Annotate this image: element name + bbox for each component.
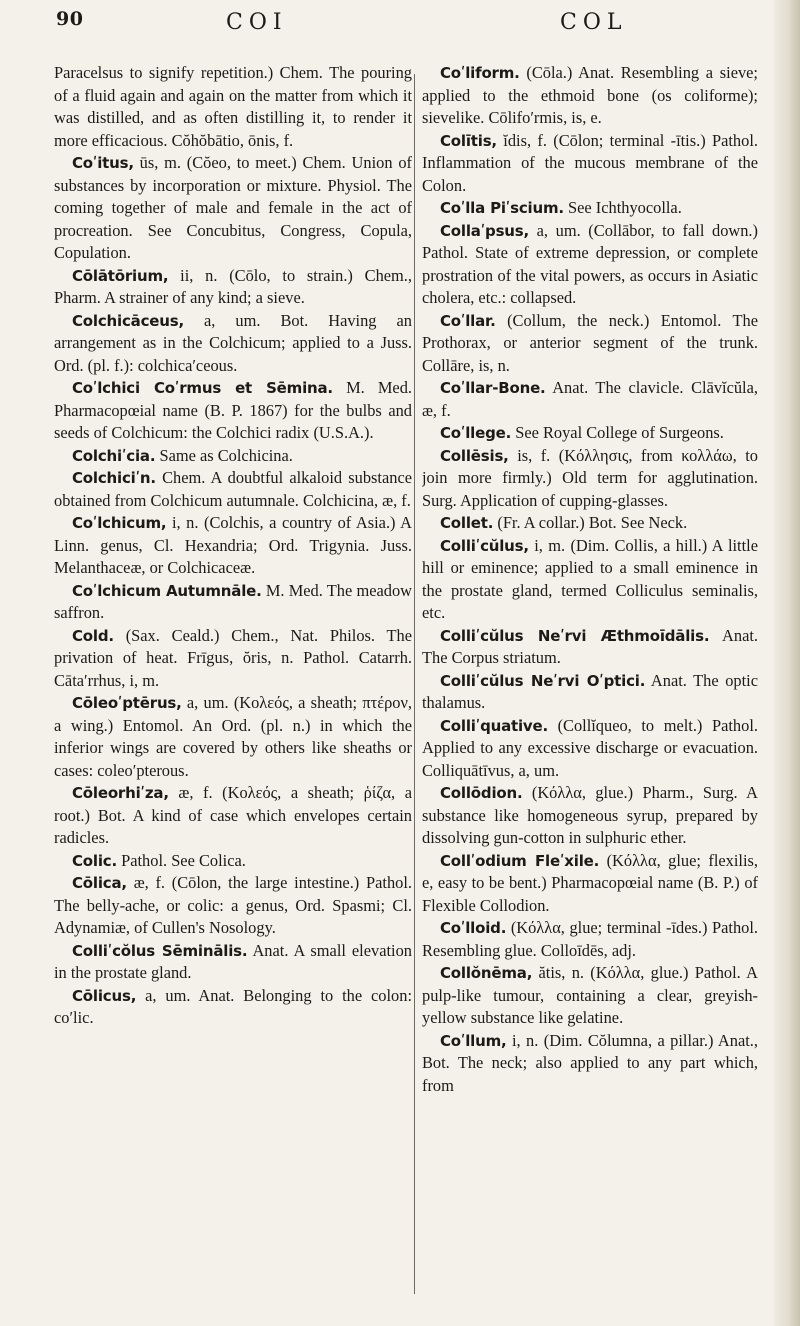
entry-headword: Collēsis, [440,446,509,465]
dictionary-entry [422,1030,758,1098]
entry-definition: M. Med. The meadow saffron. [54,580,412,622]
entry-headword: Coʹllar-Bone. [440,379,546,397]
entry-headword: Cōlātōrium, [72,266,169,285]
entry-definition: Paracelsus to signify repetition.) Chem. The pouring of a fluid again and again on the matter from which it was distilled, and as often distilling it, to render it more efficacious. Cŏhŏbātio, ōnis, f. [54,63,412,150]
entry-definition: M. Med. Pharmacopœial name (B. P. 1867) for the bulbs and seeds of Colchicum: the Colchici radix (U.S.A.). [54,378,412,442]
entry-headword: Collōdion. [440,784,523,802]
entry-definition: Pathol. See Colica. [121,850,246,870]
dictionary-entry [422,422,758,445]
entry-headword: Collʹodium Fleʹxile. [440,851,600,870]
entry-headword: Colic. [72,851,117,870]
entry-definition: æ, f. (Κολεός, a sheath; ῥίζα, a root.) Bot. A kind of case which envelopes certain radicles. [54,783,412,847]
dictionary-entry [422,445,758,513]
dictionary-entry [54,985,412,1030]
entry-headword: Colliʹquative. [440,716,548,735]
entry-definition: ĭdis, f. (Cōlon; terminal -ītis.) Pathol. Inflammation of the mucous membrane of the Colon. [422,130,758,195]
dictionary-entry [422,130,758,198]
entry-definition: See Royal College of Surgeons. [515,423,724,442]
entry-headword: Coʹitus, [72,154,134,172]
dictionary-entry [54,445,412,468]
dictionary-entry [422,62,758,130]
entry-headword: Cōlica, [72,874,127,892]
dictionary-entry [54,940,412,985]
entry-definition: a, um. (Collābor, to fall down.) Pathol. State of extreme depression, or complete prostration of the vital powers, as occurs in Asiatic cholera, etc.: collapsed. [422,220,758,307]
dictionary-entry [54,872,412,940]
entry-headword: Colchiʹcia. [72,446,156,465]
dictionary-entry [54,377,412,445]
entry-definition: Anat. A small elevation in the prostate gland. [54,940,412,982]
entry-definition: i, n. (Colchis, a country of Asia.) A Linn. genus, Cl. Hexandria; Ord. Trigynia. Juss. Melanthaceæ, or Colchicaceæ. [54,513,412,577]
entry-definition: (Fr. A collar.) Bot. See Neck. [497,513,688,532]
entry-headword: Coʹllar. [440,311,496,330]
entry-headword: Colchicāceus, [72,311,184,330]
entry-definition: (Sax. Ceald.) Chem., Nat. Philos. The privation of heat. Frīgus, ŏris, n. Pathol. Catarrh. Cātaʹrrhus, i, m. [54,625,412,690]
dictionary-entry [422,220,758,310]
entry-definition: (Collum, the neck.) Entomol. The Prothorax, or anterior segment of the trunk. Collāre, is, n. [422,310,758,375]
dictionary-entry [422,377,758,422]
entry-headword: Coʹlla Piʹscium. [440,199,564,217]
entry-definition: æ, f. (Cōlon, the large intestine.) Pathol. The belly-ache, or colic: a genus, Ord. Spasmi; Cl. Adynamiæ, of Cullen's Nosology. [54,873,412,937]
entry-headword: Collet. [440,514,494,532]
entry-headword: Coʹlloid. [440,919,507,937]
entry-headword: Coʹliform. [440,64,520,82]
running-header [0,8,800,48]
entry-definition: a, um. (Κολεός, a sheath; πτέρον, a wing.) Entomol. An Ord. (pl. n.) in which the inferior wings are covered by others like sheaths or cases: coleoʹpterous. [54,693,412,780]
dictionary-entry [422,625,758,670]
dictionary-entry [54,310,412,378]
entry-headword: Coʹlchicum, [72,514,167,532]
entry-definition: Chem. A doubtful alkaloid substance obtained from Colchicum autumnale. Colchicina, æ, f. [54,468,412,510]
guide-word-right: COL [560,10,628,35]
dictionary-entry [422,197,758,220]
entry-definition: i, m. (Dim. Collis, a hill.) A little hill or eminence; applied to a small eminence in the prostate gland, termed Colliculus seminalis, etc. [422,535,758,622]
entry-headword: Collŏnēma, [440,964,533,982]
dictionary-entry [54,62,412,152]
entry-definition: i, n. (Dim. Cŏlumna, a pillar.) Anat., Bot. The neck; also applied to any part which, from [422,1030,758,1095]
dictionary-entry [54,625,412,693]
entry-headword: Coʹlchicum Autumnāle. [72,581,262,600]
entry-definition: (Κόλλα, glue.) Pharm., Surg. A substance like homogeneous syrup, prepared by dissolving gun-cotton in sulphuric ether. [422,783,758,847]
dictionary-entry [422,535,758,625]
dictionary-entry [422,310,758,378]
dictionary-entry [422,962,758,1030]
entry-headword: Colchiciʹn. [72,469,156,487]
dictionary-entry [422,512,758,535]
entry-definition: is, f. (Κόλλησις, from κολλάω, to join more firmly.) Old term for agglutination. Surg. Application of cupping-glasses. [422,445,758,510]
entry-definition: ătis, n. (Κόλλα, glue.) Pathol. A pulp-like tumour, containing a clear, greyish-yellow substance like gelatine. [422,963,758,1027]
entry-headword: Cōlicus, [72,986,137,1005]
entry-definition: (Κόλλα, glue; flexilis, e, easy to be bent.) Pharmacopœial name (B. P.) of Flexible Collodion. [422,850,758,915]
entry-definition: ii, n. (Cōlo, to strain.) Chem., Pharm. A strainer of any kind; a sieve. [54,265,412,307]
entry-headword: Coʹlchici Coʹrmus et Sēmina. [72,379,333,397]
dictionary-entry [54,692,412,782]
entry-definition: Same as Colchicina. [159,445,293,465]
page-edge-shadow [774,0,800,1326]
dictionary-entry [422,782,758,850]
entry-headword: Coʹllege. [440,424,512,442]
entry-headword: Colliʹcŭlus, [440,536,529,555]
entry-definition: Anat. The clavicle. Clāvĭcŭla, æ, f. [422,378,758,420]
dictionary-entry [422,670,758,715]
dictionary-entry [54,850,412,873]
entry-headword: Cōleorhiʹza, [72,784,169,802]
entry-definition: Anat. The optic thalamus. [422,670,758,712]
entry-definition: ūs, m. (Cŏeo, to meet.) Chem. Union of substances by incorporation or mixture. Physiol. The coming together of male and female in the act of procreation. See Concubitus, Congress, Copula, Copulation. [54,153,412,262]
entry-definition: a, um. Bot. Having an arrangement as in the Colchicum; applied to a Juss. Ord. (pl. f.): colchicaʹceous. [54,310,412,375]
entry-definition: See Ichthyocolla. [568,198,682,217]
dictionary-entry [422,850,758,918]
entry-definition: (Collĭqueo, to melt.) Pathol. Applied to any excessive discharge or evacuation. Colliquātīvus, a, um. [422,715,758,780]
guide-word-left: COI [226,10,288,35]
entry-headword: Collaʹpsus, [440,221,530,240]
entry-headword: Coʹllum, [440,1031,507,1050]
entry-headword: Colliʹcŏlus Sēminālis. [72,941,248,960]
entry-headword: Cold. [72,626,114,645]
dictionary-entry [422,715,758,783]
entry-definition: a, um. Anat. Belonging to the colon: coʹlic. [54,985,412,1027]
dictionary-entry [54,265,412,310]
left-column [54,62,412,1302]
entry-definition: Anat. The Corpus striatum. [422,625,758,667]
dictionary-entry [422,917,758,962]
entry-headword: Colliʹcŭlus Neʹrvi Oʹptici. [440,671,646,690]
entry-definition: (Κόλλα, glue; terminal -īdes.) Pathol. Resembling glue. Colloīdēs, adj. [422,918,758,960]
entry-headword: Cōleoʹptērus, [72,694,182,712]
dictionary-entry [54,782,412,850]
dictionary-entry [54,512,412,580]
right-column [422,62,758,1302]
page-number: 90 [56,8,84,30]
dictionary-entry [54,152,412,265]
entry-definition: (Cōla.) Anat. Resembling a sieve; applied to the ethmoid bone (os coliforme); sievelike. Cōlifoʹrmis, is, e. [422,63,758,127]
entry-headword: Colliʹcŭlus Neʹrvi Æthmoīdālis. [440,626,710,645]
column-divider [414,74,415,1294]
dictionary-entry [54,467,412,512]
entry-headword: Colītis, [440,131,497,150]
dictionary-entry [54,580,412,625]
